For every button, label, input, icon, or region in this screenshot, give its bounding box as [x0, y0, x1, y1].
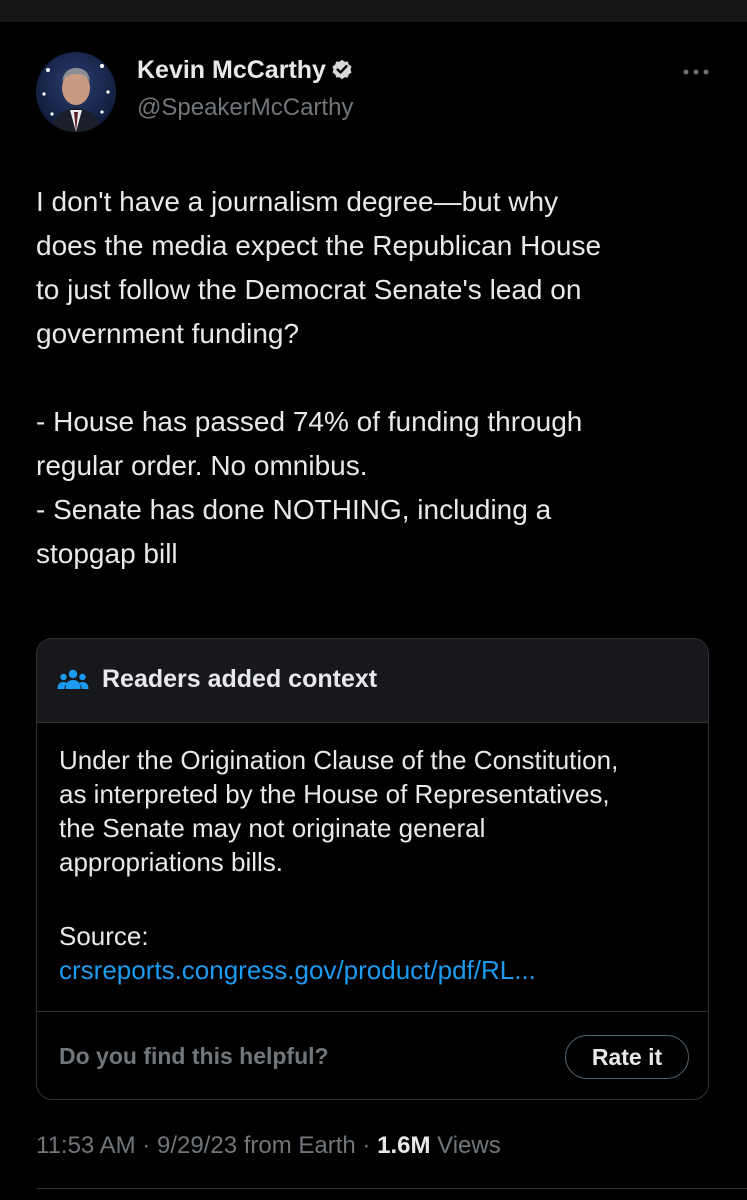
- tweet-header: [36, 52, 716, 132]
- note-line: as interpreted by the House of Representatives,: [59, 779, 610, 809]
- bottom-divider: [36, 1188, 747, 1189]
- top-status-strip: [0, 0, 747, 22]
- views-count: 1.6M: [377, 1132, 431, 1159]
- note-source-link[interactable]: crsreports.congress.gov/product/pdf/RL...: [59, 955, 536, 985]
- tweet-line: government funding?: [36, 318, 300, 349]
- meta-separator: ·: [142, 1132, 151, 1159]
- community-note-title: Readers added context: [102, 665, 378, 693]
- meta-separator: ·: [362, 1132, 371, 1159]
- community-note-body: [59, 743, 699, 879]
- people-group-icon: [57, 667, 89, 695]
- verified-badge-icon: [330, 57, 354, 81]
- note-line: Under the Origination Clause of the Constitution,: [59, 745, 619, 775]
- tweet-line: stopgap bill: [36, 538, 178, 569]
- note-source-label: Source:: [59, 921, 149, 951]
- tweet-line: I don't have a journalism degree—but why: [36, 186, 559, 217]
- author-handle[interactable]: @SpeakerMcCarthy: [137, 94, 354, 121]
- rate-it-button[interactable]: Rate it: [565, 1035, 689, 1079]
- author-name-text: Kevin McCarthy: [137, 56, 326, 84]
- tweet-line: to just follow the Democrat Senate's lead on: [36, 274, 582, 305]
- tweet-meta: [36, 1132, 501, 1160]
- tweet-blank-line: [36, 356, 716, 400]
- tweet-time[interactable]: 11:53 AM: [36, 1132, 136, 1159]
- tweet-location: from Earth: [243, 1132, 356, 1159]
- note-divider: [37, 1011, 708, 1012]
- note-line: the Senate may not originate general: [59, 813, 486, 843]
- tweet-line: - Senate has done NOTHING, including a: [36, 494, 552, 525]
- views-label: Views: [437, 1132, 501, 1159]
- tweet-line: - House has passed 74% of funding through: [36, 406, 583, 437]
- tweet-text: [36, 180, 716, 576]
- note-line: appropriations bills.: [59, 847, 284, 877]
- avatar-image: [36, 52, 116, 132]
- community-note-header[interactable]: [37, 639, 708, 723]
- community-note-card: [36, 638, 709, 1100]
- tweet-date[interactable]: 9/29/23: [156, 1132, 238, 1159]
- tweet-line: does the media expect the Republican House: [36, 230, 602, 261]
- helpful-question: Do you find this helpful?: [59, 1043, 329, 1069]
- avatar[interactable]: [36, 52, 116, 132]
- more-options-icon[interactable]: [680, 64, 712, 80]
- author-name[interactable]: [137, 56, 354, 85]
- tweet-line: regular order. No omnibus.: [36, 450, 368, 481]
